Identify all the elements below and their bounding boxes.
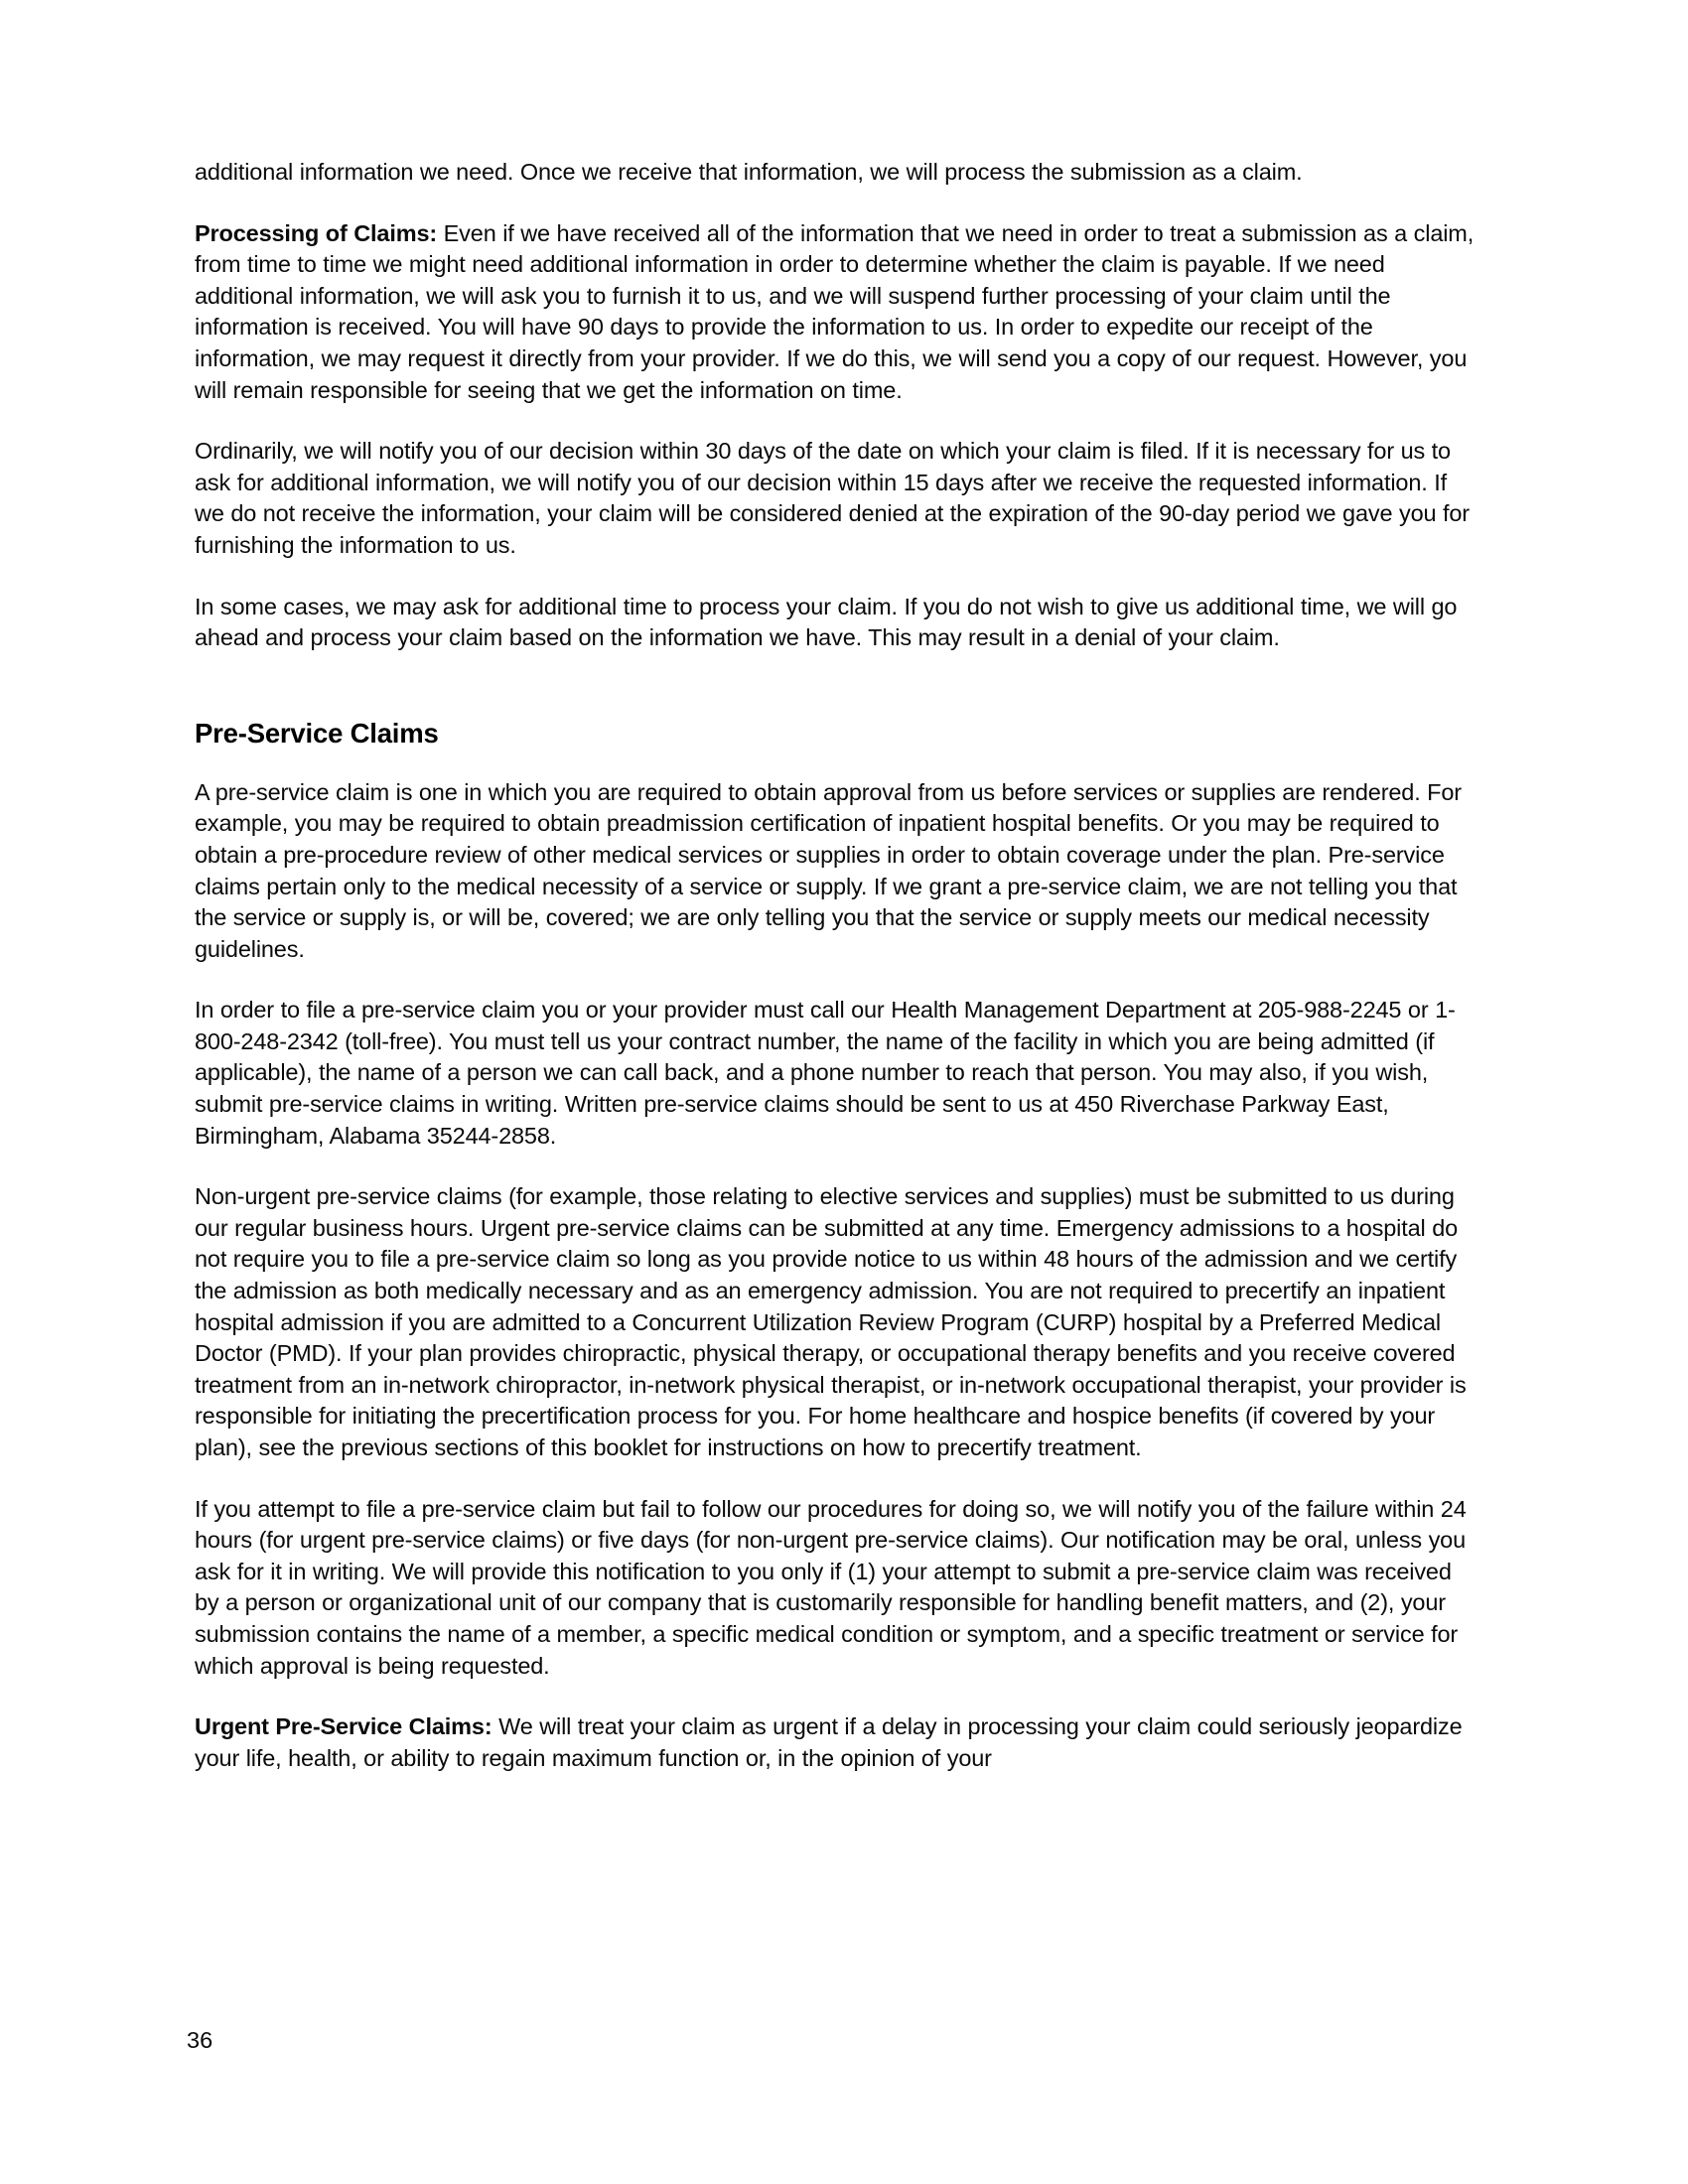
paragraph-pre-service-definition: A pre-service claim is one in which you are required to obtain approval from us before services or supplies are rendered. For example, you may be required to obtain preadmission certification of inpatient hospital benefits. Or you may be required to obtain a pre-procedure review of other medical services or supplies in order to obtain coverage under the plan. Pre-service claims pertain only to the medical necessity of a service or supply. If we grant a pre-service claim, we are not telling you that the service or supply is, or will be, covered; we are only telling you that the service or supply meets our medical necessity guidelines. [195, 778, 1462, 962]
paragraph-additional-time: In some cases, we may ask for additional time to process your claim. If you do not wish to give us additional time, we will go ahead and process your claim based on the information we have. This may result in a denial of your claim. [195, 593, 1458, 651]
page-number: 36 [187, 2027, 213, 2053]
page-title: Pre-Service Claims [195, 717, 439, 749]
heading-spacer [195, 684, 1480, 718]
paragraph-processing-of-claims [195, 218, 1480, 407]
paragraph-continued-intro: additional information we need. Once we receive that information, we will process the submission as a claim. [195, 159, 1303, 185]
urgent-pre-service-claims-body: We will treat your claim as urgent if a delay in processing your claim could seriously jeopardize your life, health, or ability to regain maximum function or, in the opinion of your [195, 1713, 1463, 1771]
paragraph-decision-timeline: Ordinarily, we will notify you of our decision within 30 days of the date on which your claim is filed. If it is necessary for us to ask for additional information, we will notify you of our decision within 15 days after we receive the requested information. If we do not receive the information, your claim will be considered denied at the expiration of the 90-day period we gave you for furnishing the information to us. [195, 438, 1470, 558]
processing-of-claims-body: Even if we have received all of the information that we need in order to treat a submission as a claim, from time to time we might need additional information in order to determine whether the claim is payable. If we need additional information, we will ask you to furnish it to us, and we will suspend further processing of your claim until the information is received. You will have 90 days to provide the information to us. In order to expedite our receipt of the information, we may request it directly from your provider. If we do this, we will send you a copy of our request. However, you will remain responsible for seeing that we get the information on time. [195, 219, 1475, 403]
urgent-pre-service-claims-label: Urgent Pre-Service Claims: [195, 1713, 492, 1740]
paragraph-failure-to-follow-procedures: If you attempt to file a pre-service claim but fail to follow our procedures for doing so, we will notify you of the failure within 24 hours (for urgent pre-service claims) or five days (for non-urgent pre-service claims). Our notification may be oral, unless you ask for it in writing. We will provide this notification to you only if (1) your attempt to submit a pre-service claim was received by a person or organizational unit of our company that is customarily responsible for handling benefit matters, and (2), your submission contains the name of a member, a specific medical condition or symptom, and a specific treatment or service for which approval is being requested. [195, 1495, 1467, 1679]
paragraph-how-to-file: In order to file a pre-service claim you or your provider must call our Health Management Department at 205-988-2245 or 1-800-248-2342 (toll-free). You must tell us your contract number, the name of the facility in which you are being admitted (if applicable), the name of a person we can call back, and a phone number to reach that person. You may also, if you wish, submit pre-service claims in writing. Written pre-service claims should be sent to us at 450 Riverchase Parkway East, Birmingham, Alabama 35244-2858. [195, 997, 1456, 1149]
paragraph-non-urgent-claims: Non-urgent pre-service claims (for example, those relating to elective services and supplies) must be submitted to us during our regular business hours. Urgent pre-service claims can be submitted at any time. Emergency admissions to a hospital do not require you to file a pre-service claim so long as you provide notice to us within 48 hours of the admission and we certify the admission as both medically necessary and as an emergency admission. You are not required to precertify an inpatient hospital admission if you are admitted to a Concurrent Utilization Review Program (CURP) hospital by a Preferred Medical Doctor (PMD). If your plan provides chiropractic, physical therapy, or occupational therapy benefits and you receive covered treatment from an in-network chiropractor, in-network physical therapist, or in-network occupational therapist, your provider is responsible for initiating the precertification process for you. For home healthcare and hospice benefits (if covered by your plan), see the previous sections of this booklet for instructions on how to precertify treatment. [195, 1183, 1467, 1460]
paragraph-urgent-pre-service-claims [195, 1711, 1480, 1774]
processing-of-claims-label: Processing of Claims: [195, 219, 438, 246]
page-content-column [195, 157, 1480, 1774]
